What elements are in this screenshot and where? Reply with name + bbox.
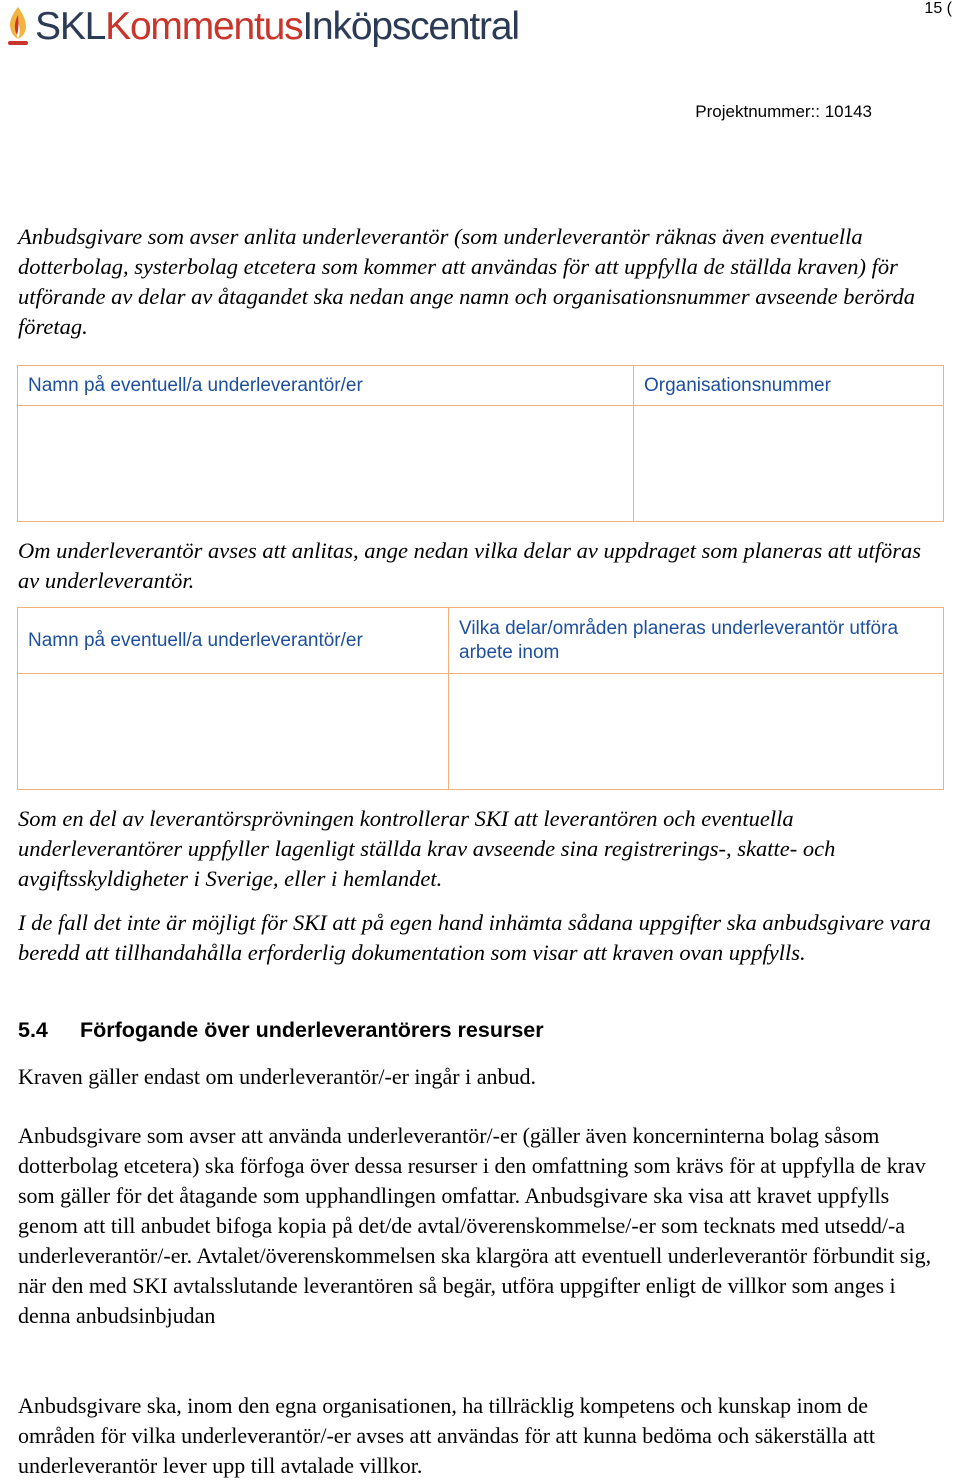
- table1-header-orgnr: Organisationsnummer: [634, 366, 944, 406]
- body-paragraph-1: Anbudsgivare som avser att använda underleverantör/-er (gäller även koncerninterna bolag såsom dotterbolag etcetera) ska förfoga över dessa resurser i den omfattning som krävs för at uppfylla de krav som gäller för det åtagande som upphandlingen omfattar. Anbudsgivare ska visa att kravet uppfylls genom att till anbudet bifoga kopia på det/de avtal/överenskommelse/-er som tecknats med utsedd/-a underleverantör/-er. Avtalet/överenskommelsen ska klargöra att eventuell underleverantör förbundit sig, när den med SKI avtalsslutande leverantören så begär, utföra uppgifter enligt de villkor som anges i denna anbudsinbjudan: [18, 1123, 932, 1328]
- logo-wordmark: [35, 4, 519, 48]
- table1-header-name: Namn på eventuell/a underleverantör/er: [18, 366, 634, 406]
- table2-cell-name[interactable]: [18, 674, 449, 790]
- intro-text: Anbudsgivare som avser anlita underleverantör (som underleverantör räknas även eventuella dotterbolag, systerbolag etcetera som kommer att användas för att uppfylla de ställda kraven) för utförande av delar av åtagandet ska nedan ange namn och organisationsnummer avseende berörda företag.: [18, 224, 915, 339]
- table-row: [18, 674, 944, 790]
- logo-brand-c: Inköpscentral: [302, 4, 519, 48]
- body-paragraph-2: Anbudsgivare ska, inom den egna organisationen, ha tillräcklig kompetens och kunskap inom de områden för vilka underleverantör/-er avses att användas för att kunna bedöma och säkerställa att underleverantör lever upp till avtalade villkor.: [18, 1393, 876, 1478]
- flame-logo-icon: [4, 5, 32, 47]
- paragraph-4-text: I de fall det inte är möjligt för SKI att på egen hand inhämta sådana uppgifter ska anbudsgivare vara beredd att tillhandahålla erforderlig dokumentation som visar att kraven ovan uppfylls.: [18, 910, 931, 965]
- subcontractor-scope-table: [17, 607, 944, 790]
- logo-brand-b: Kommentus: [105, 4, 303, 48]
- intro-paragraph: [18, 222, 938, 342]
- table2-header-scope: Vilka delar/områden planeras underleverantör utföra arbete inom: [449, 608, 944, 674]
- paragraph-4: [18, 908, 938, 968]
- table-header-row: [18, 366, 944, 406]
- table1-cell-orgnr[interactable]: [634, 406, 944, 522]
- table1-cell-name[interactable]: [18, 406, 634, 522]
- table-row: [18, 406, 944, 522]
- section-number: 5.4: [18, 1018, 48, 1042]
- logo-brand-a: SKL: [35, 4, 106, 48]
- table2-cell-scope[interactable]: [449, 674, 944, 790]
- section-intro: Kraven gäller endast om underleverantör/-er ingår i anbud.: [18, 1064, 537, 1089]
- page-number: 15 (: [924, 0, 952, 17]
- paragraph-3: [18, 804, 938, 894]
- ski-logo: [4, 2, 519, 50]
- paragraph-2: [18, 536, 938, 596]
- table2-header-name: Namn på eventuell/a underleverantör/er: [18, 608, 449, 674]
- paragraph-2-text: Om underleverantör avses att anlitas, ange nedan vilka delar av uppdraget som planeras att utföras av underleverantör.: [18, 538, 922, 593]
- subcontractor-org-table: [17, 365, 944, 522]
- project-number: Projektnummer:: 10143: [695, 102, 872, 121]
- table-header-row: [18, 608, 944, 674]
- section-heading: [18, 1018, 544, 1043]
- paragraph-3-text: Som en del av leverantörsprövningen kontrollerar SKI att leverantören och eventuella underleverantörer uppfyller lagenligt ställda krav avseende sina registrerings-, skatte- och avgiftsskyldigheter i Sverige, eller i hemlandet.: [18, 806, 836, 891]
- section-title: Förfogande över underleverantörers resurser: [80, 1018, 544, 1042]
